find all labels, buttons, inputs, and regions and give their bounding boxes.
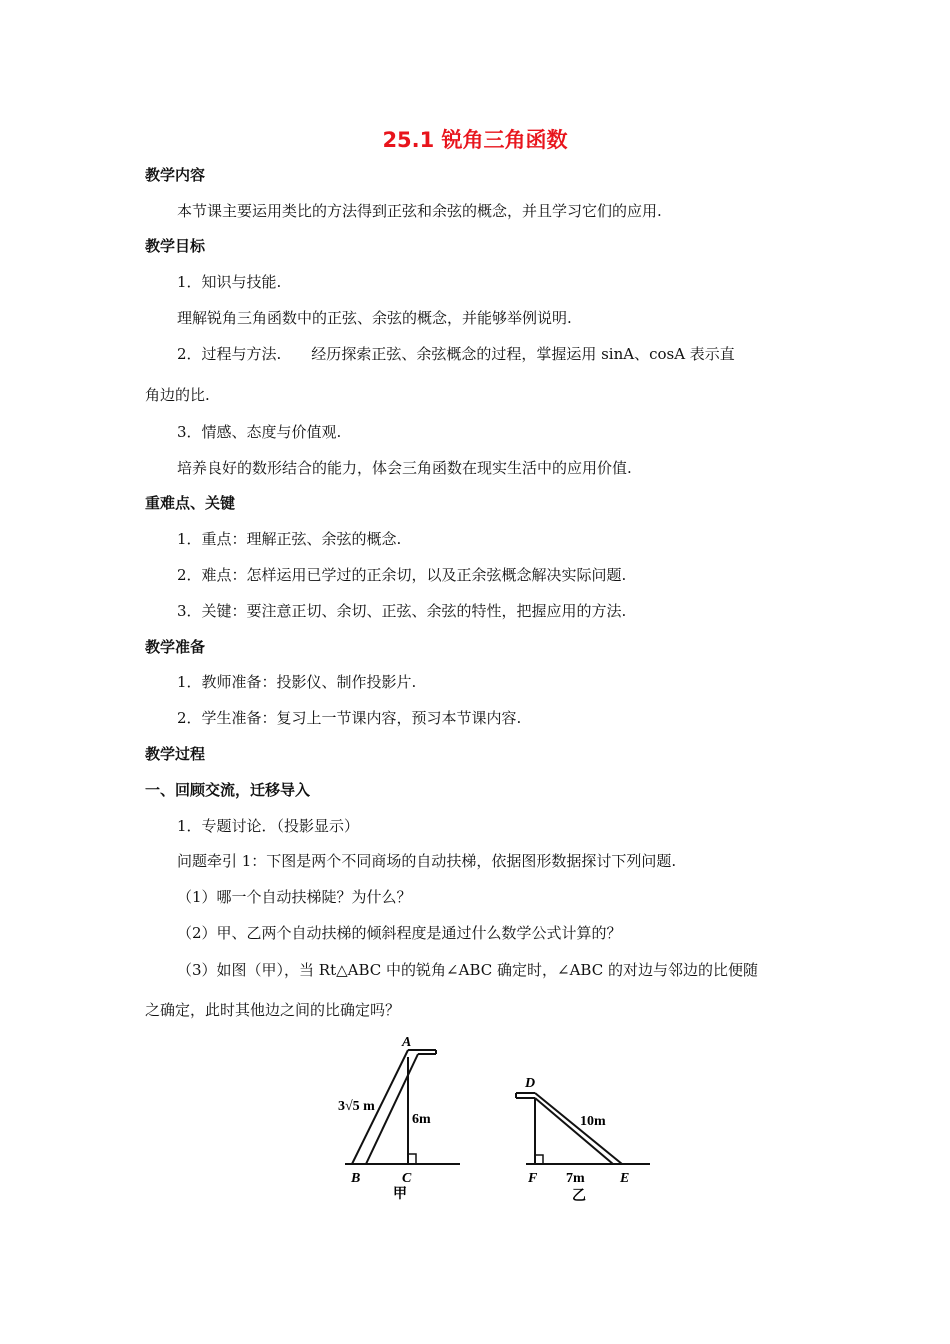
- problem-intro: 问题牵引 1：下图是两个不同商场的自动扶梯，依据图形数据探讨下列问题.: [177, 852, 677, 870]
- caption-yi: 乙: [572, 1189, 586, 1204]
- escalator-yi-inner: [535, 1098, 613, 1164]
- label-e: E: [620, 1171, 630, 1186]
- label-hyp-right: 10m: [580, 1114, 606, 1129]
- question-1: （1）哪一个自动扶梯陡？为什么？: [177, 888, 412, 906]
- label-hyp-left: 3√5 m: [338, 1099, 375, 1114]
- section-heading-content: 教学内容: [145, 166, 206, 184]
- right-angle-f: [535, 1155, 543, 1164]
- goal-3-text: 培养良好的数形结合的能力，体会三角函数在现实生活中的应用价值.: [177, 459, 632, 477]
- goal-1-title: 1．知识与技能.: [177, 273, 282, 291]
- section-heading-prep: 教学准备: [145, 638, 206, 656]
- section-heading-process: 教学过程: [145, 745, 206, 763]
- section-heading-goals: 教学目标: [145, 237, 206, 255]
- key-point-2: 2．难点：怎样运用已学过的正余切，以及正余弦概念解决实际问题.: [177, 566, 627, 584]
- caption-jia: 甲: [393, 1187, 407, 1202]
- page-title: 25.1 锐角三角函数: [382, 128, 568, 152]
- part-1-heading: 一、回顾交流，迁移导入: [145, 781, 311, 799]
- escalator-yi-outer: [535, 1093, 622, 1164]
- goal-1-text: 理解锐角三角函数中的正弦、余弦的概念，并能够举例说明.: [177, 309, 572, 327]
- prep-item-1: 1．教师准备：投影仪、制作投影片.: [177, 673, 417, 691]
- goal-2-line-1: 2．过程与方法. 经历探索正弦、余弦概念的过程，掌握运用 sinA、cosA 表示直: [177, 345, 735, 363]
- key-point-1: 1．重点：理解正弦、余弦的概念.: [177, 530, 402, 548]
- paragraph-content: 本节课主要运用类比的方法得到正弦和余弦的概念，并且学习它们的应用.: [177, 202, 662, 220]
- question-3-line-2: 之确定，此时其他边之间的比确定吗？: [145, 1001, 401, 1019]
- label-a: A: [402, 1035, 412, 1050]
- process-item-1: 1．专题讨论．（投影显示）: [177, 817, 360, 835]
- label-base-right: 7m: [566, 1171, 585, 1186]
- question-3-line-1: （3）如图（甲），当 Rt△ABC 中的锐角∠ABC 确定时，∠ABC 的对边与邻边的比便随: [177, 961, 758, 979]
- right-angle-c: [408, 1154, 416, 1164]
- label-f: F: [528, 1171, 538, 1186]
- label-b: B: [351, 1171, 361, 1186]
- section-heading-key: 重难点、关键: [145, 494, 236, 512]
- goal-3-title: 3．情感、态度与价值观.: [177, 423, 342, 441]
- question-2: （2）甲、乙两个自动扶梯的倾斜程度是通过什么数学公式计算的？: [177, 924, 622, 942]
- label-c: C: [402, 1171, 412, 1186]
- escalator-figure: [330, 1030, 660, 1210]
- prep-item-2: 2．学生准备：复习上一节课内容，预习本节课内容.: [177, 709, 522, 727]
- label-d: D: [525, 1076, 536, 1091]
- goal-2-line-2: 角边的比.: [145, 386, 210, 404]
- key-point-3: 3．关键：要注意正切、余切、正弦、余弦的特性，把握应用的方法.: [177, 602, 627, 620]
- label-height-left: 6m: [412, 1112, 431, 1127]
